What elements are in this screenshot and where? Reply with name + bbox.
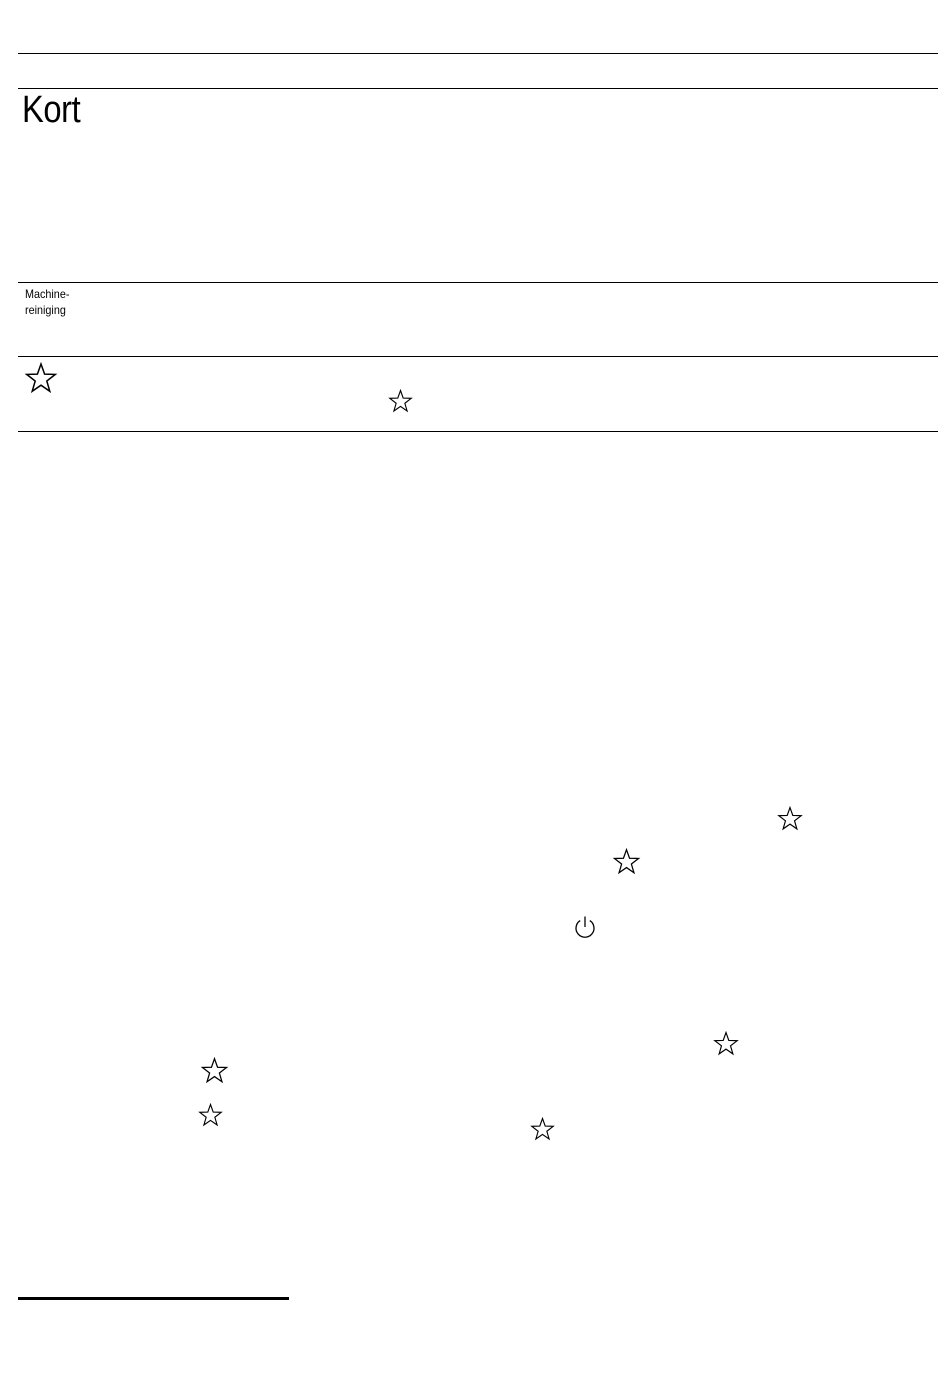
program-label-line1: Machine- bbox=[25, 287, 70, 301]
table-top-rule bbox=[18, 53, 938, 54]
star-icon bbox=[713, 1031, 739, 1056]
table-bottom-rule bbox=[18, 431, 938, 432]
table-row-rule-1 bbox=[18, 282, 938, 283]
power-icon bbox=[573, 915, 597, 939]
program-label-line2: reiniging bbox=[25, 303, 66, 317]
star-icon bbox=[612, 848, 641, 875]
table-row-rule-2 bbox=[18, 356, 938, 357]
star-icon bbox=[200, 1057, 229, 1084]
star-icon bbox=[777, 806, 803, 831]
section-title: Kort bbox=[22, 89, 81, 131]
star-icon bbox=[24, 362, 58, 394]
table-header-rule bbox=[18, 88, 938, 89]
star-icon bbox=[388, 389, 413, 413]
program-label bbox=[25, 286, 69, 318]
star-icon bbox=[530, 1117, 555, 1141]
footnote-rule bbox=[18, 1297, 289, 1300]
star-icon bbox=[198, 1103, 223, 1127]
